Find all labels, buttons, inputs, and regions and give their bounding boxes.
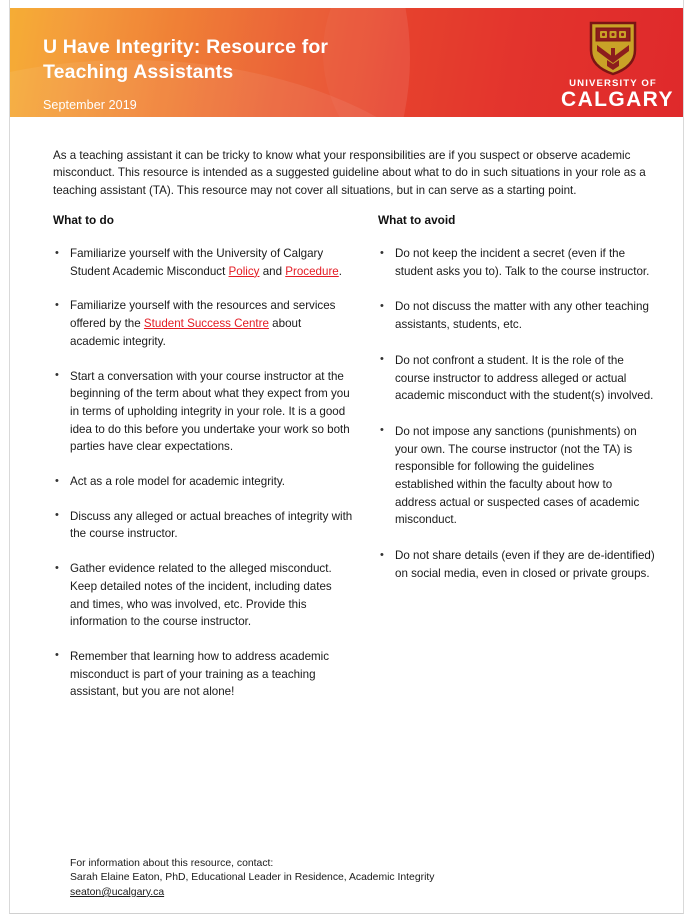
list-item-text: Start a conversation with your course instructor at the beginning of the term about what they expect from you in terms of upholding integrity in your role. It is a good idea to do this before you undertake your work so both parties have clear expectations. (70, 369, 350, 454)
inline-resource-link[interactable]: Student Success Centre (143, 317, 269, 331)
list-item (53, 648, 353, 701)
list-item-text: Do not share details (even if they are de-identified) on social media, even in closed or private groups. (395, 549, 655, 580)
column-what-to-do (53, 212, 353, 718)
inline-resource-link[interactable]: Procedure (285, 264, 339, 278)
list-item-text: . (338, 264, 342, 278)
logo-line-university-of: UNIVERSITY OF (569, 78, 657, 89)
list-item-text: Familiarize yourself with the resources and services offered by the (70, 299, 336, 331)
list-item (53, 368, 353, 457)
what-to-do-list (53, 245, 353, 701)
contact-footer (70, 857, 630, 900)
header-text-block (43, 35, 328, 113)
list-item-text: about academic integrity. (70, 317, 302, 348)
list-item-text: and (259, 264, 286, 278)
column-what-to-avoid (378, 212, 656, 601)
inline-resource-link[interactable]: Policy (228, 264, 260, 278)
list-item-text: Do not confront a student. It is the role of the course instructor to address alleged or actual academic misconduct with the student(s) involved. (395, 353, 654, 403)
header-banner (10, 8, 683, 117)
university-logo (561, 20, 674, 111)
list-item (378, 352, 656, 405)
list-item (53, 245, 353, 280)
list-item-text: Act as a role model for academic integrity. (70, 475, 286, 489)
list-item-text: Do not discuss the matter with any other teaching assistants, students, etc. (395, 300, 649, 332)
list-item (53, 297, 353, 350)
contact-intro-line: For information about this resource, contact: (70, 858, 274, 869)
list-item-text: Do not keep the incident a secret (even if the student asks you to). Talk to the course instructor. (395, 247, 650, 278)
list-item-text: Remember that learning how to address academic misconduct is part of your training as a teaching assistant, but you are not alone! (70, 649, 330, 699)
column-heading-what-to-do: What to do (53, 213, 114, 227)
list-item (378, 423, 656, 529)
page-title: U Have Integrity: Resource for Teaching Assistants (43, 36, 329, 83)
list-item (378, 547, 656, 582)
logo-line-calgary: CALGARY (561, 88, 674, 111)
publication-date: September 2019 (43, 98, 137, 112)
list-item (378, 298, 656, 333)
contact-email-link[interactable]: seaton@ucalgary.ca (70, 886, 165, 898)
list-item (53, 508, 353, 543)
column-heading-what-to-avoid: What to avoid (378, 213, 456, 227)
what-to-avoid-list (378, 245, 656, 583)
list-item-text: Discuss any alleged or actual breaches of integrity with the course instructor. (70, 509, 353, 541)
intro-paragraph: As a teaching assistant it can be tricky to know what your responsibilities are if you suspect or observe academic misconduct. This resource is intended as a suggested guideline about what to do in such situations in your role as a teaching assistant (TA). This resource may not cover all situations, but in can serve as a starting point. (53, 148, 646, 197)
list-item (53, 473, 353, 491)
list-item-text: Familiarize yourself with the University of Calgary Student Academic Misconduct (70, 247, 324, 278)
list-item (378, 245, 656, 280)
contact-name-line: Sarah Elaine Eaton, PhD, Educational Leader in Residence, Academic Integrity (70, 872, 435, 884)
list-item-text: Do not impose any sanctions (punishments) on your own. The course instructor (not the TA) is responsible for following the guidelines established within the faculty about how to address actual or suspected cases of academic misconduct. (395, 424, 640, 527)
list-item-text: Gather evidence related to the alleged misconduct. Keep detailed notes of the incident, including dates and times, who was involved, etc. Provide this information to the course instructor. (70, 562, 332, 629)
list-item (53, 560, 353, 631)
uofc-shield-crest-icon (561, 20, 665, 76)
